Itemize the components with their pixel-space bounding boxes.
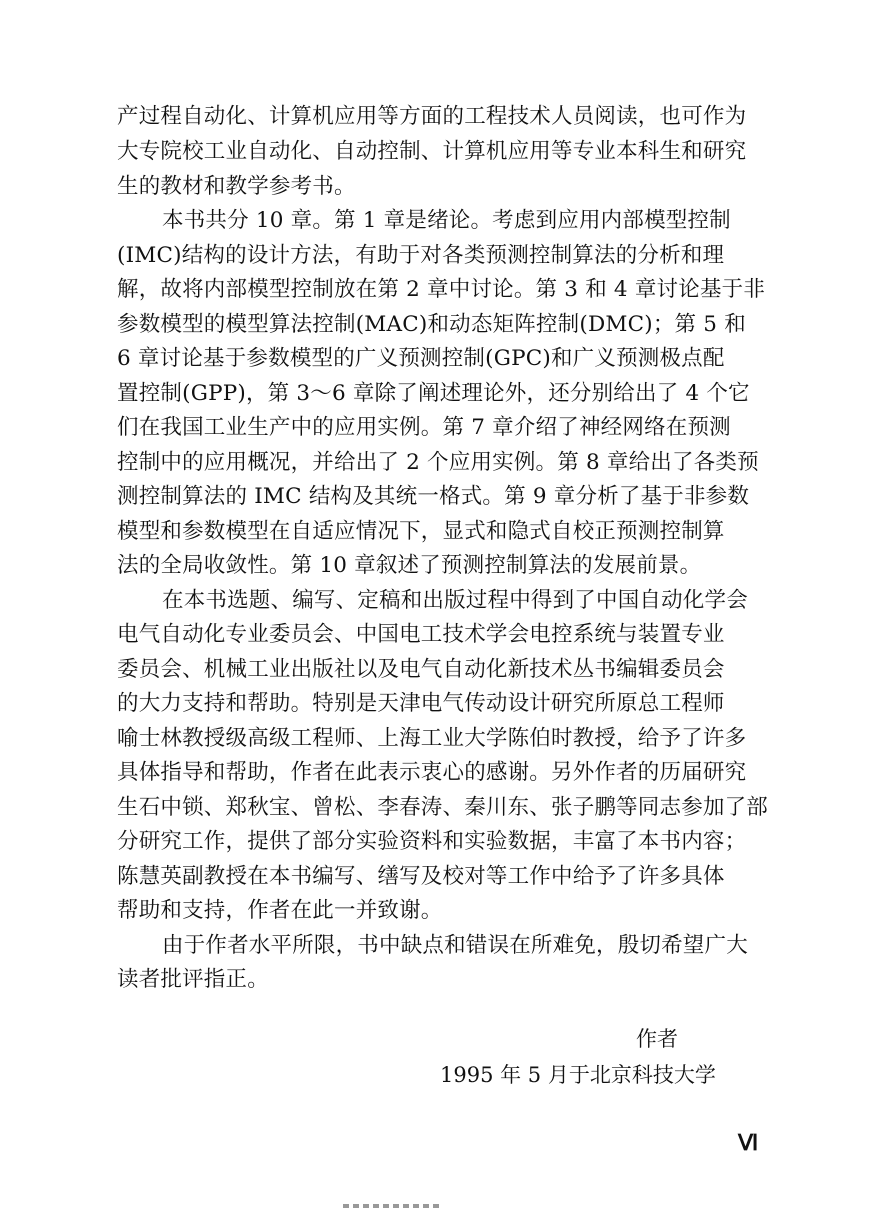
body-line: 生石中锁、郑秋宝、曾松、李春涛、秦川东、张子鹏等同志参加了部 <box>117 795 769 820</box>
body-line: 陈慧英副教授在本书编写、缮写及校对等工作中给予了许多具体 <box>117 864 725 889</box>
body-line: 本书共分 10 章。第 1 章是绪论。考虑到应用内部模型控制 <box>162 208 731 233</box>
body-line: 参数模型的模型算法控制(MAC)和动态矩阵控制(DMC)；第 5 和 <box>117 312 746 337</box>
body-line: 们在我国工业生产中的应用实例。第 7 章介绍了神经网络在预测 <box>117 415 731 440</box>
body-line: (IMC)结构的设计方法，有助于对各类预测控制算法的分析和理 <box>117 243 725 268</box>
body-line: 大专院校工业自动化、自动控制、计算机应用等专业本科生和研究 <box>117 139 747 164</box>
body-line: 解，故将内部模型控制放在第 2 章中讨论。第 3 和 4 章讨论基于非 <box>117 277 766 302</box>
body-line: 的大力支持和帮助。特别是天津电气传动设计研究所原总工程师 <box>117 691 725 716</box>
signature-date-place: 1995 年 5 月于北京科技大学 <box>440 1063 716 1087</box>
body-line: 测控制算法的 IMC 结构及其统一格式。第 9 章分析了基于非参数 <box>117 484 750 509</box>
body-line: 6 章讨论基于参数模型的广义预测控制(GPC)和广义预测极点配 <box>117 346 725 371</box>
body-line: 控制中的应用概况，并给出了 2 个应用实例。第 8 章给出了各类预 <box>117 450 759 475</box>
scan-artifact-marks <box>343 1204 441 1208</box>
body-line: 产过程自动化、计算机应用等方面的工程技术人员阅读，也可作为 <box>117 104 747 129</box>
body-line: 模型和参数模型在自适应情况下，显式和隐式自校正预测控制算 <box>117 519 725 544</box>
body-line: 读者批评指正。 <box>117 967 269 992</box>
body-line: 委员会、机械工业出版社以及电气自动化新技术丛书编辑委员会 <box>117 657 725 682</box>
page-number: Ⅵ <box>738 1130 759 1155</box>
signature-author: 作者 <box>636 1027 678 1051</box>
body-line: 分研究工作，提供了部分实验资料和实验数据，丰富了本书内容； <box>117 829 747 854</box>
body-line: 电气自动化专业委员会、中国电工技术学会电控系统与装置专业 <box>117 622 725 647</box>
body-line: 在本书选题、编写、定稿和出版过程中得到了中国自动化学会 <box>162 588 748 613</box>
body-line: 具体指导和帮助，作者在此表示衷心的感谢。另外作者的历届研究 <box>117 760 747 785</box>
body-line: 法的全局收敛性。第 10 章叙述了预测控制算法的发展前景。 <box>117 553 702 578</box>
body-line: 生的教材和教学参考书。 <box>117 174 356 199</box>
body-line: 喻士林教授级高级工程师、上海工业大学陈伯时教授，给予了许多 <box>117 726 747 751</box>
body-line: 置控制(GPP)，第 3～6 章除了阐述理论外，还分别给出了 4 个它 <box>117 381 750 406</box>
body-line: 帮助和支持，作者在此一并致谢。 <box>117 898 443 923</box>
body-line: 由于作者水平所限，书中缺点和错误在所难免，殷切希望广大 <box>162 933 748 958</box>
